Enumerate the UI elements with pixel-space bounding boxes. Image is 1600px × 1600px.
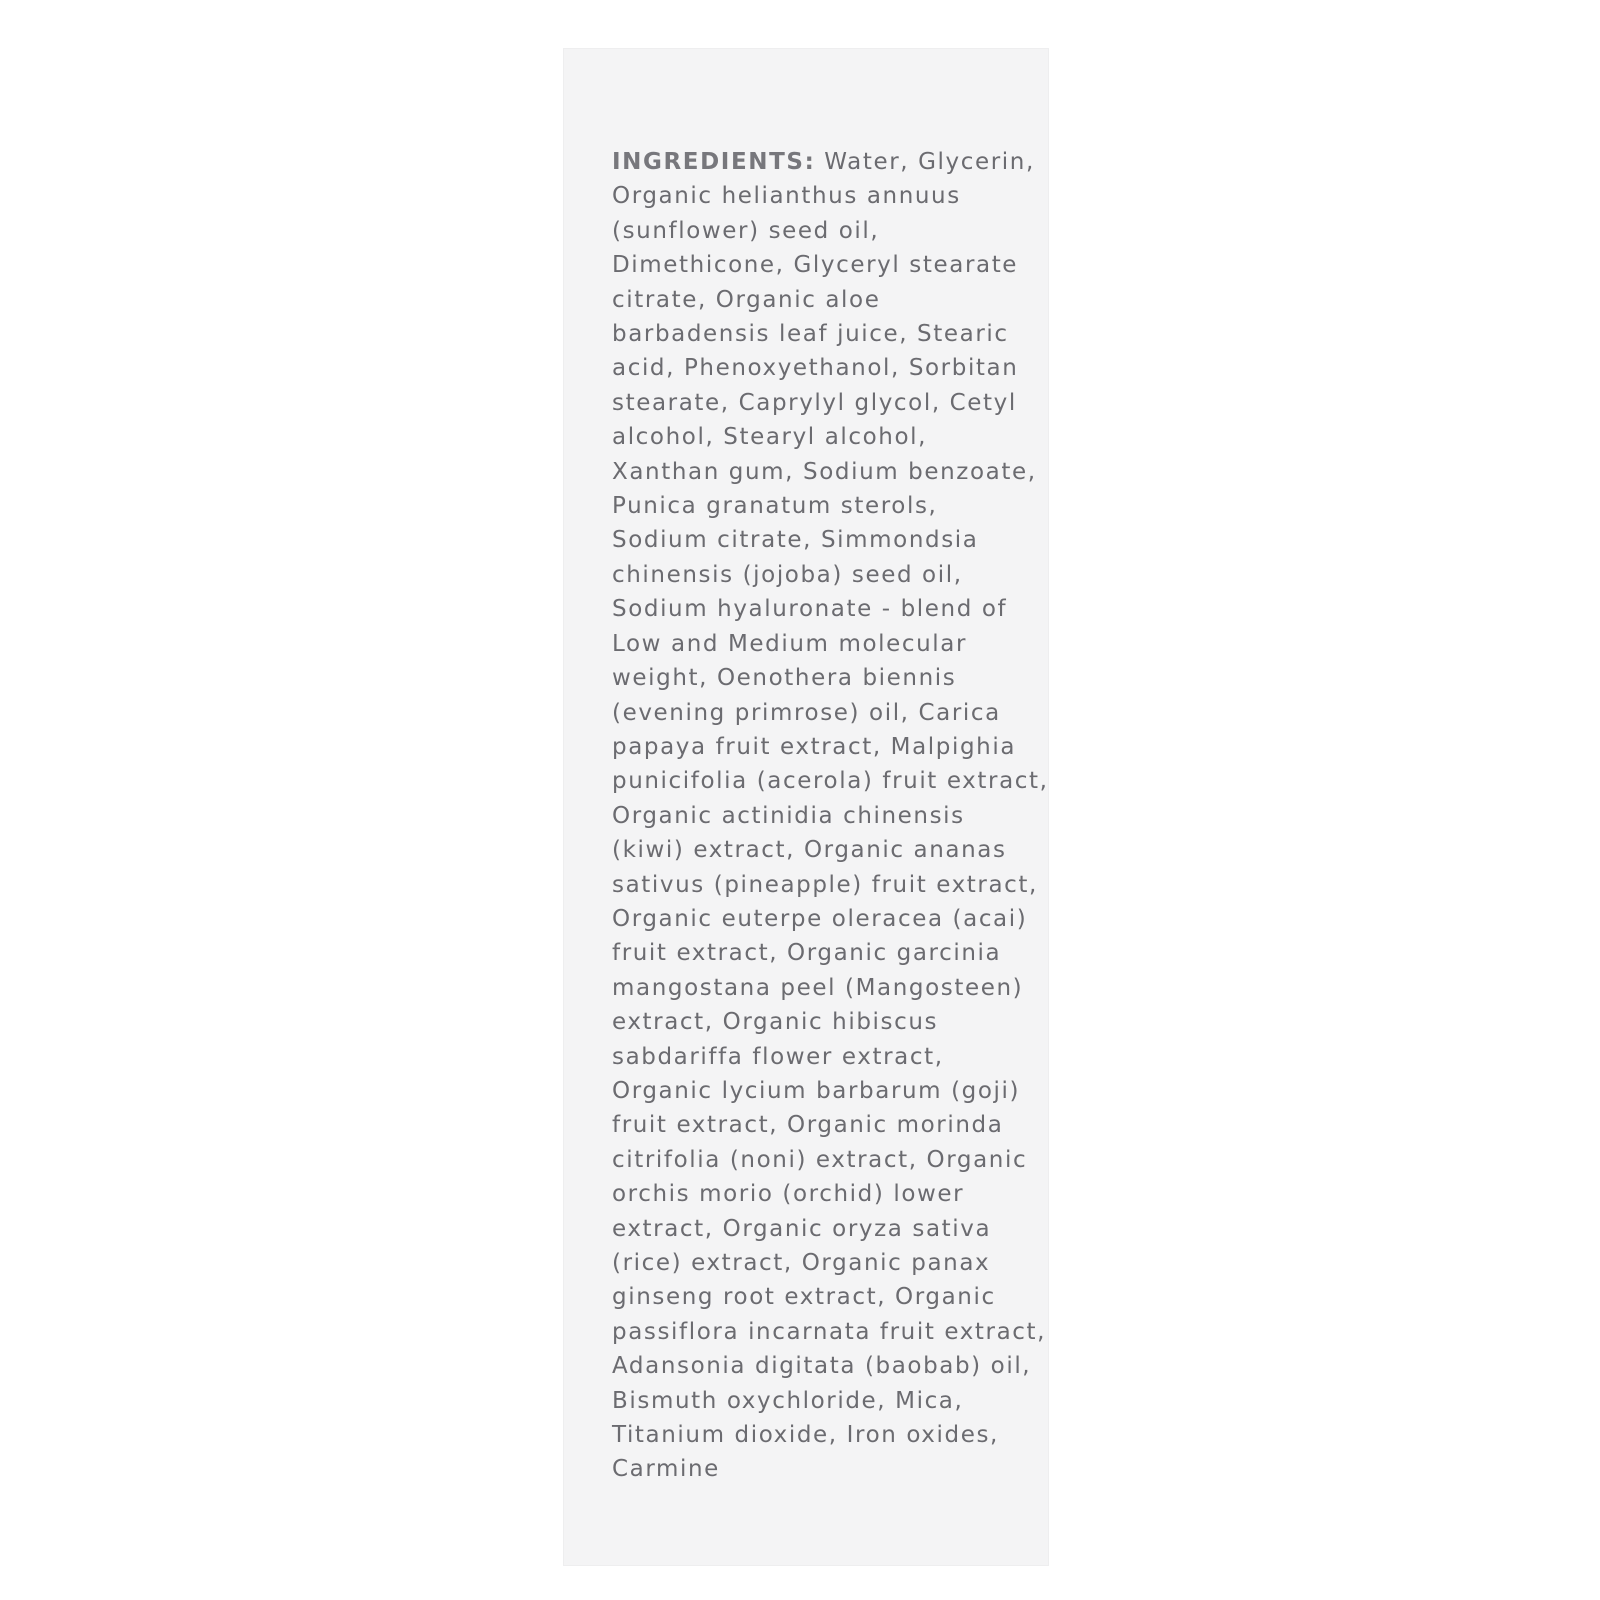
ingredients-heading: INGREDIENTS:	[612, 149, 816, 175]
ingredients-line: Dimethicone, Glyceryl stearate	[612, 252, 1019, 279]
ingredients-list	[612, 145, 1132, 1487]
ingredients-line: Sodium citrate, Simmondsia	[612, 527, 979, 554]
ingredients-line-text: Water, Glycerin,	[815, 149, 1035, 175]
ingredients-line: extract, Organic hibiscus	[612, 1009, 939, 1036]
ingredients-line: extract, Organic oryza sativa	[612, 1215, 992, 1242]
ingredients-line: Bismuth oxychloride, Mica,	[612, 1387, 964, 1414]
ingredients-line: Xanthan gum, Sodium benzoate,	[612, 458, 1037, 485]
ingredients-line: alcohol, Stearyl alcohol,	[612, 424, 928, 451]
ingredients-line: sativus (pineapple) fruit extract,	[612, 871, 1038, 898]
ingredients-line: Organic helianthus annuus	[612, 183, 961, 210]
ingredients-line: fruit extract, Organic garcinia	[612, 940, 1002, 967]
ingredients-line: Adansonia digitata (baobab) oil,	[612, 1353, 1032, 1380]
ingredients-line: (kiwi) extract, Organic ananas	[612, 837, 1007, 864]
ingredients-line: Low and Medium molecular	[612, 630, 968, 657]
ingredients-line: Organic lycium barbarum (goji)	[612, 1077, 1021, 1104]
ingredients-line: stearate, Caprylyl glycol, Cetyl	[612, 389, 1017, 416]
ingredients-line: Sodium hyaluronate - blend of	[612, 596, 1008, 623]
ingredients-line: chinensis (jojoba) seed oil,	[612, 561, 963, 588]
ingredients-line: citrate, Organic aloe	[612, 286, 881, 313]
ingredients-line: barbadensis leaf juice, Stearic	[612, 321, 1009, 348]
ingredients-line: (sunflower) seed oil,	[612, 217, 880, 244]
ingredients-line: citrifolia (noni) extract, Organic	[612, 1146, 1028, 1173]
ingredients-line: weight, Oenothera biennis	[612, 665, 957, 692]
ingredients-line: passiflora incarnata fruit extract,	[612, 1318, 1047, 1345]
ingredients-line: Organic euterpe oleracea (acai)	[612, 905, 1028, 932]
ingredients-line: papaya fruit extract, Malpighia	[612, 733, 1017, 760]
ingredients-line: punicifolia (acerola) fruit extract,	[612, 768, 1049, 795]
ingredients-line: (rice) extract, Organic panax	[612, 1250, 991, 1276]
ingredients-line: orchis morio (orchid) lower	[612, 1181, 965, 1208]
ingredients-line: ginseng root extract, Organic	[612, 1284, 996, 1311]
ingredients-line: (evening primrose) oil, Carica	[612, 699, 1001, 726]
ingredients-line: Carmine	[612, 1456, 720, 1483]
ingredients-line	[612, 145, 1132, 179]
ingredients-line: acid, Phenoxyethanol, Sorbitan	[612, 355, 1019, 382]
ingredients-line: mangostana peel (Mangosteen)	[612, 974, 1024, 1001]
ingredients-line: fruit extract, Organic morinda	[612, 1112, 1004, 1139]
ingredients-line: Titanium dioxide, Iron oxides,	[612, 1422, 999, 1449]
ingredients-line: Punica granatum sterols,	[612, 493, 938, 520]
ingredients-line: Organic actinidia chinensis	[612, 802, 965, 829]
ingredients-line: sabdariffa flower extract,	[612, 1043, 944, 1070]
